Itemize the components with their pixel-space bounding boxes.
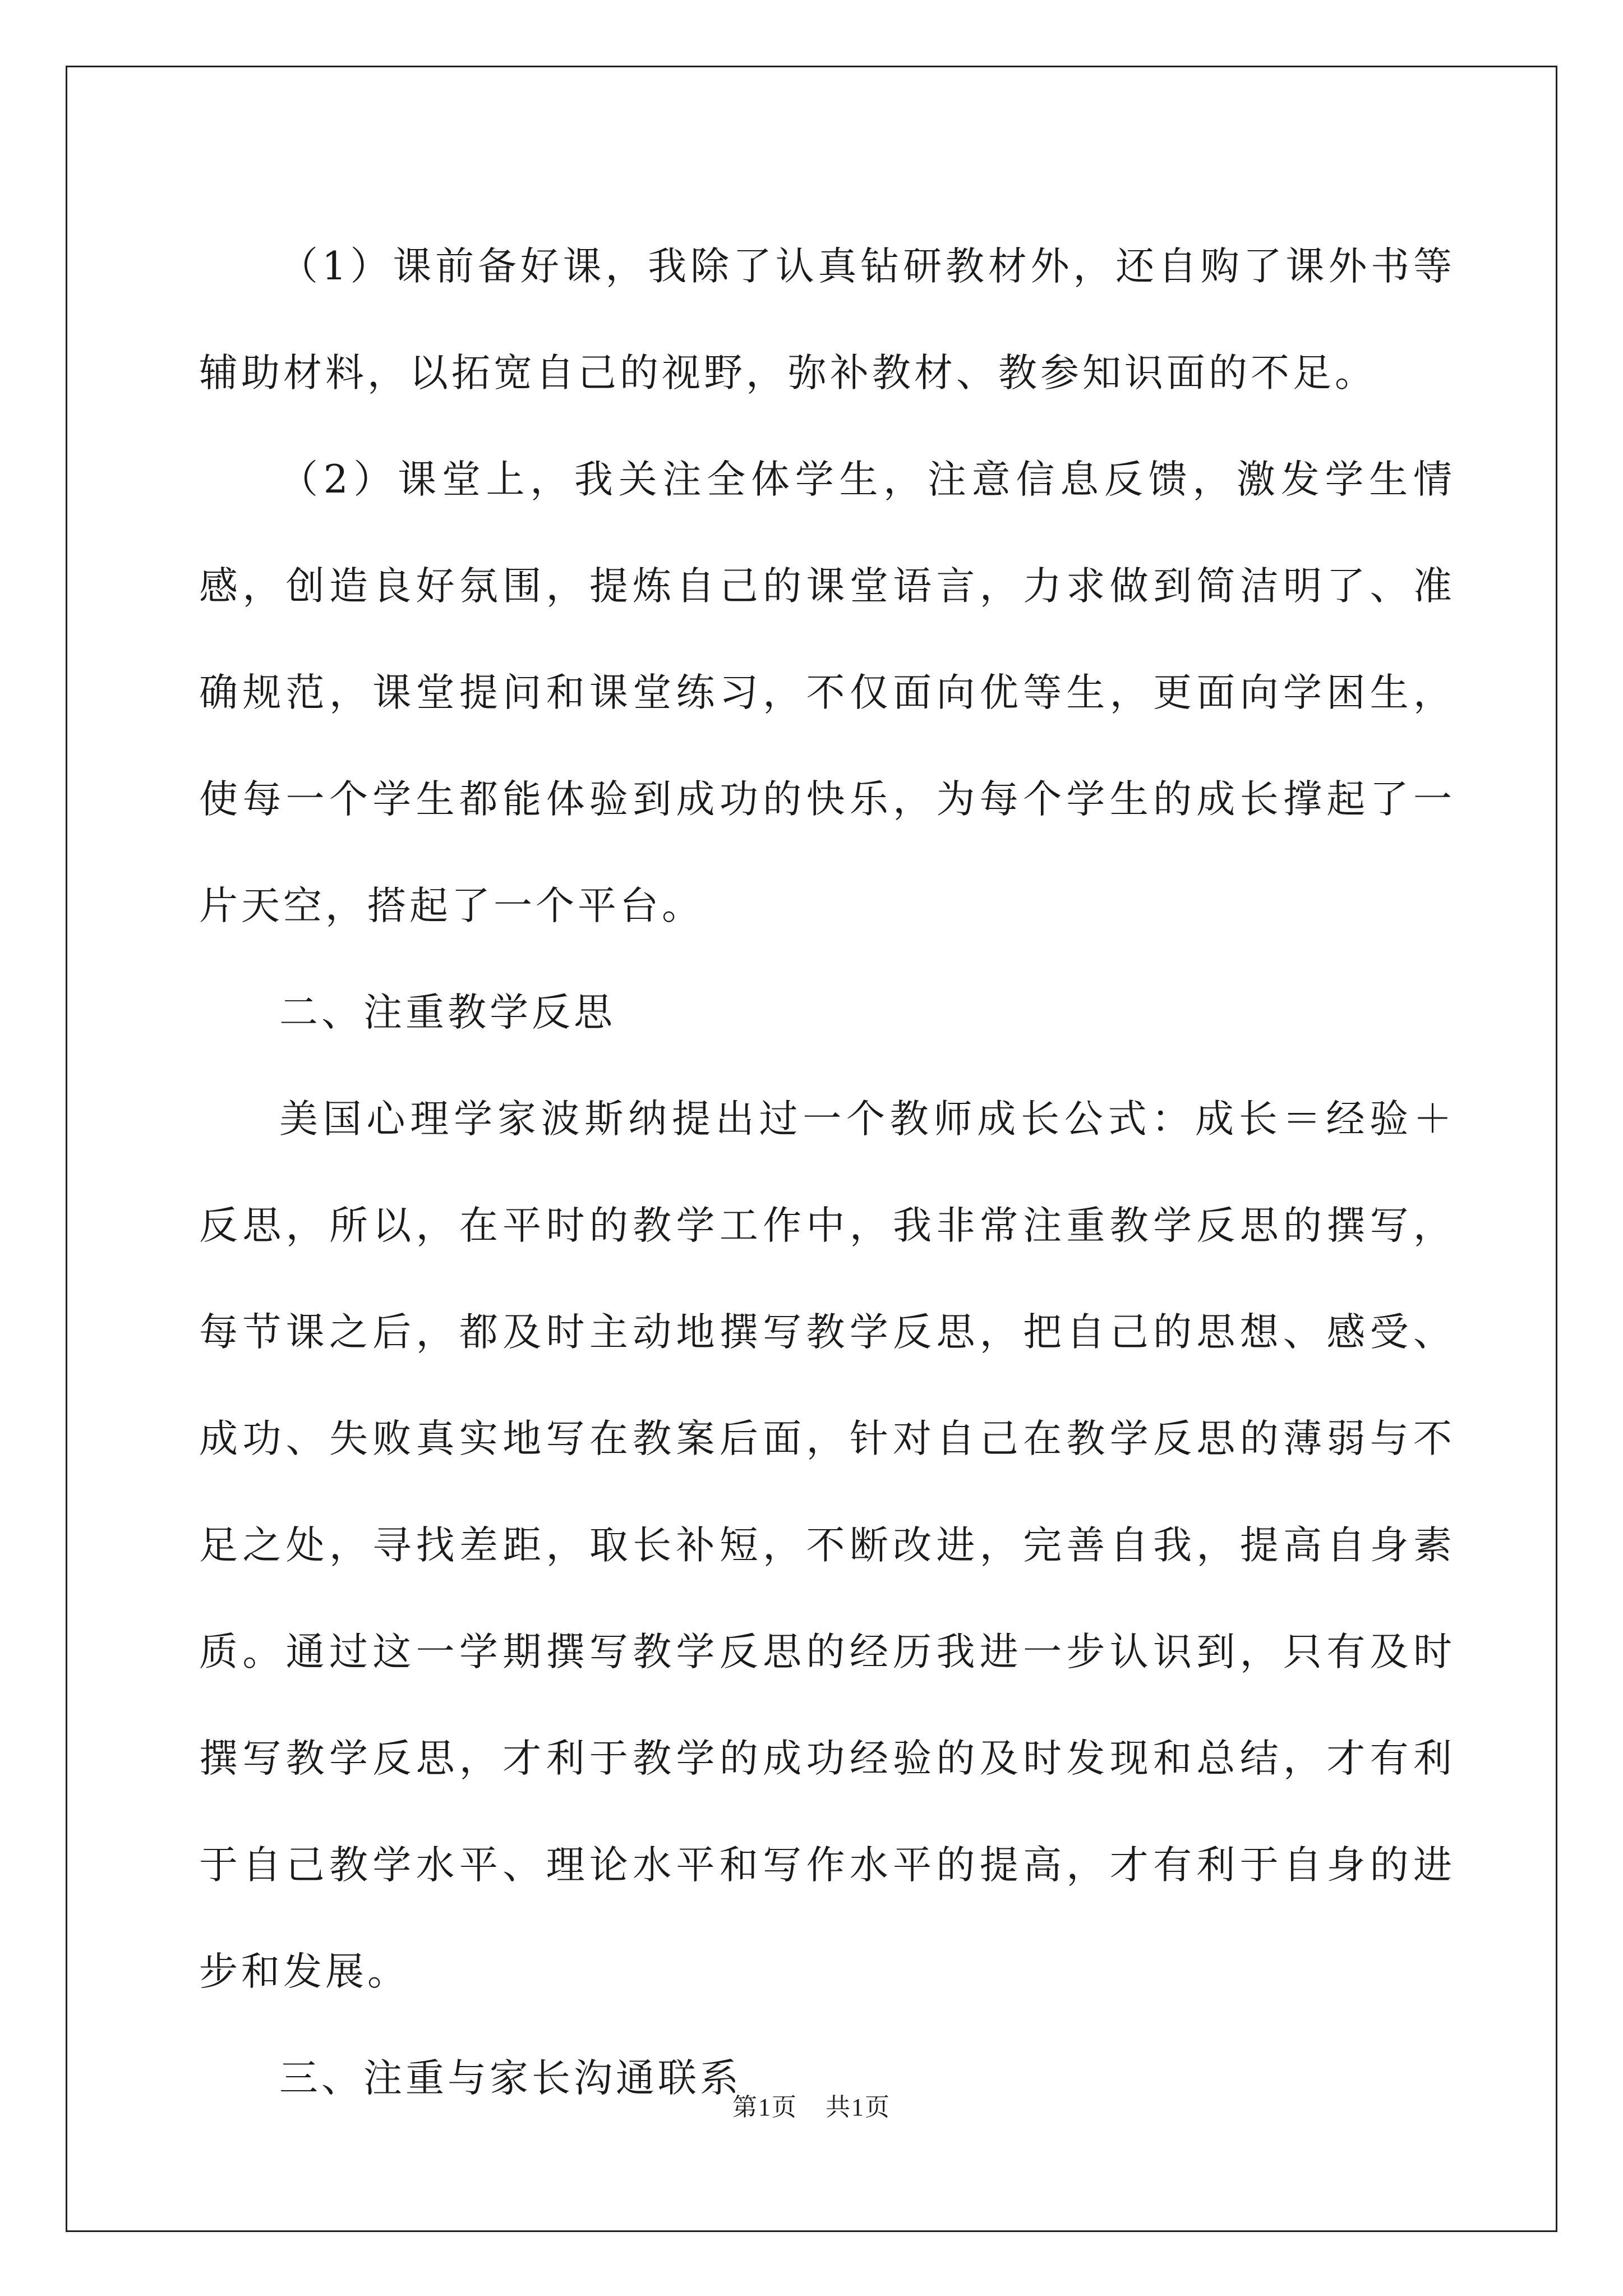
paragraph-classroom: （2）课堂上，我关注全体学生，注意信息反馈，激发学生情感，创造良好氛围，提炼自己的课堂语言，力求做到简洁明了、准确规范，课堂提问和课堂练习，不仅面向优等生，更面向学困生，使每一个学生都能体验到成功的快乐，为每个学生的成长撑起了一片天空，搭起了一个平台。 bbox=[199, 457, 1455, 928]
paragraph-lesson-preparation: （1）课前备好课，我除了认真钻研教材外，还自购了课外书等辅助材料，以拓宽自己的视野，弥补教材、教参知识面的不足。 bbox=[199, 244, 1455, 395]
page-total: 共1页 bbox=[826, 2093, 891, 2121]
section-heading-reflection: 二、注重教学反思 bbox=[279, 990, 616, 1035]
document-body bbox=[199, 213, 1455, 2132]
page-number: 第1页 bbox=[732, 2093, 797, 2121]
page-footer bbox=[0, 2087, 1623, 2123]
paragraph-reflection: 美国心理学家波斯纳提出过一个教师成长公式：成长＝经验＋反思，所以，在平时的教学工作中，我非常注重教学反思的撰写，每节课之后，都及时主动地撰写教学反思，把自己的思想、感受、成功、失败真实地写在教案后面，针对自己在教学反思的薄弱与不足之处，寻找差距，取长补短，不断改进，完善自我，提高自身素质。通过这一学期撰写教学反思的经历我进一步认识到，只有及时撰写教学反思，才利于教学的成功经验的及时发现和总结，才有利于自己教学水平、理论水平和写作水平的提高，才有利于自身的进步和发展。 bbox=[199, 1097, 1455, 1994]
section-heading-parents: 三、注重与家长沟通联系 bbox=[279, 2056, 742, 2101]
